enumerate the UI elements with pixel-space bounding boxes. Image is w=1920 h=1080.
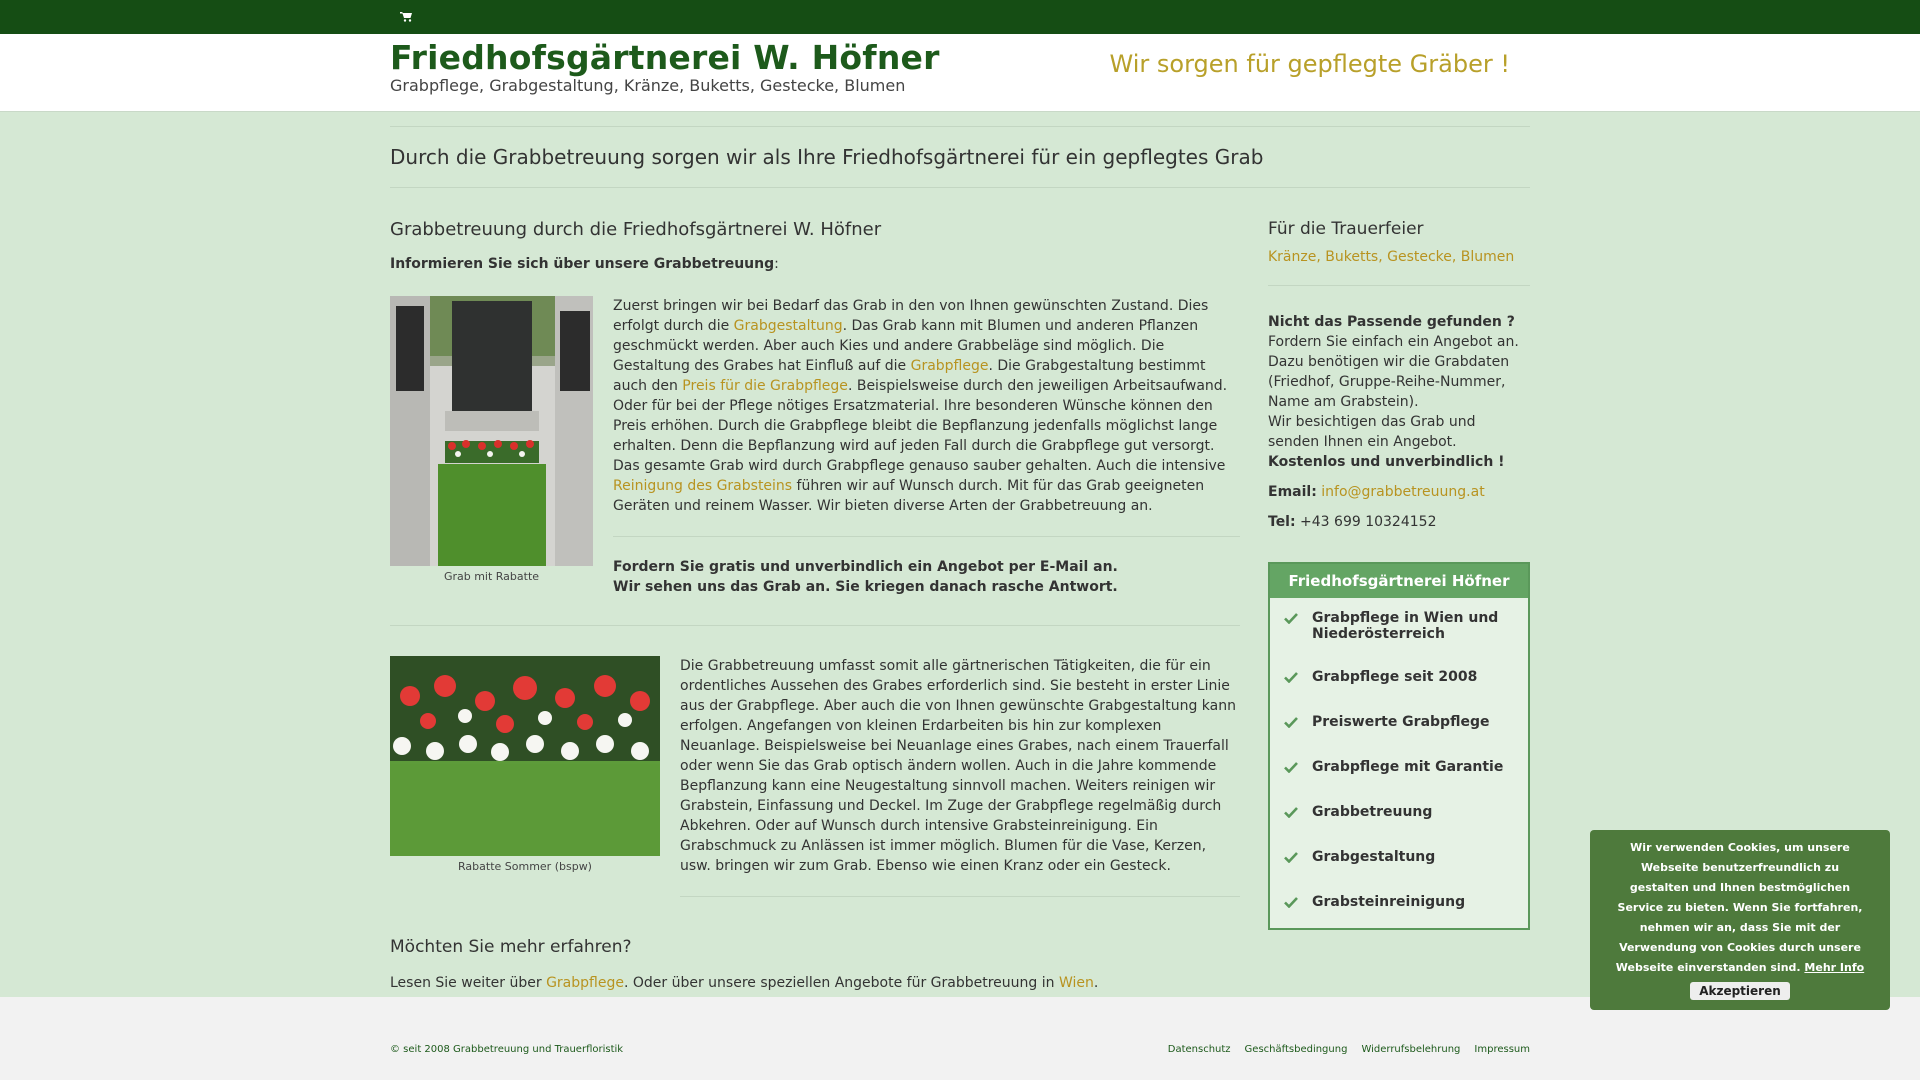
link-kraenze[interactable]: Kränze, Buketts, Gestecke, Blumen xyxy=(1268,249,1515,265)
feature-item xyxy=(1284,714,1514,732)
grave-text xyxy=(613,296,1240,516)
email-label: Email: xyxy=(1268,484,1317,500)
feature-item xyxy=(1284,669,1514,687)
link-preis-grabpflege[interactable]: Preis für die Grabpflege xyxy=(682,378,848,394)
site-subtitle: Grabpflege, Grabgestaltung, Kränze, Buketts, Gestecke, Blumen xyxy=(390,75,906,95)
more-info-section xyxy=(390,937,1240,991)
shopping-cart-icon[interactable] xyxy=(400,12,412,22)
link-grabpflege[interactable]: Grabpflege xyxy=(910,358,989,374)
page-title: Durch die Grabbetreuung sorgen wir als Ihre Friedhofsgärtnerei für ein gepflegtes Grab xyxy=(390,126,1530,188)
link-wien[interactable]: Wien xyxy=(1058,975,1094,991)
sidebar-heading: Für die Trauerfeier xyxy=(1268,219,1424,239)
sidebar xyxy=(1268,215,1530,991)
link-grabgestaltung[interactable]: Grabgestaltung xyxy=(733,318,843,334)
divider xyxy=(1268,285,1530,286)
feature-panel xyxy=(1268,562,1530,930)
copyright: © seit 2008 Grabbetreuung und Trauerfloristik xyxy=(390,1044,624,1055)
intro xyxy=(390,256,1240,272)
content-block-1 xyxy=(390,296,1240,597)
feature-label: Grabpflege mit Garantie xyxy=(1312,759,1504,775)
footer-link-datenschutz[interactable]: Datenschutz xyxy=(1167,1044,1231,1055)
image-caption: Rabatte Sommer (bspw) xyxy=(458,860,592,873)
text-fragment: Lesen Sie weiter über xyxy=(390,975,547,991)
site-slogan: Wir sorgen für gepflegte Gräber ! xyxy=(1109,50,1510,78)
call-to-action xyxy=(613,557,1240,597)
top-bar xyxy=(0,0,1920,34)
tel-label: Tel: xyxy=(1268,514,1296,530)
intro-bold: Informieren Sie sich über unsere Grabbetreuung xyxy=(390,256,775,272)
rabatte-text: Die Grabbetreuung umfasst somit alle gärtnerischen Tätigkeiten, die für ein ordentliches Aussehen des Grabes erforderlich sind. Sie besteht in erster Linie aus der Grabpflege. Aber auch die von Ihnen gewünschte Grabgestaltung kann erfolgen. Angefangen von kleinen Erdarbeiten bis hin zur komplexen Neuanlage. Beispielsweise bei Neuanlage eines Grabes, nach einem Trauerfall oder wenn Sie das Grab optisch ändern wollen. Auch in die Jahre kommende Bepflanzung kann eine Neugestaltung sinnvoll machen. Weiters reinigen wir Grabstein, Einfassung und Deckel. Im Zuge der Grabpflege regelmäßig durch Abkehren. Oder auf Wunsch durch intensive Grabsteinreinigung. Ein Grabschmuck zu Anlässen ist immer möglich. Blumen für die Vase, Kerzen, usw. bringen wir zum Grab. Ebenso wie einen Kranz oder ein Gesteck. xyxy=(680,658,1236,874)
email-link[interactable]: info@grabbetreuung.at xyxy=(1321,484,1485,500)
text-fragment: . Beispielsweise durch den jeweiligen Arbeitsaufwand. Oder für bei der Pflege nötiges Ersatzmaterial. Ihre besonderen Wünsche können den Preis erhöhen. Durch die Grabpflege bleibt die Bepflanzung jedenfalls möglichst lange erhalten. Denn die Bepflanzung wird auf jeden Fall durch die Grabpflege gut versorgt. Das gesamte Grab wird durch Grabpflege genauso sauber gehalten. Auch die intensive xyxy=(613,378,1228,474)
footer-link-impressum[interactable]: Impressum xyxy=(1474,1044,1530,1055)
checkmark-icon xyxy=(1284,896,1298,912)
text-fragment: . Die Grabgestaltung bestimmt auch den xyxy=(613,358,1206,394)
feature-label: Grabgestaltung xyxy=(1312,849,1436,865)
cta-line-2: Wir sehen uns das Grab an. Sie kriegen danach rasche Antwort. xyxy=(613,579,1118,595)
tel-number: +43 699 10324152 xyxy=(1300,514,1437,530)
figure-rabatte xyxy=(390,656,660,917)
footer-link-gesch-ftsbedingung[interactable]: Geschäftsbedingung xyxy=(1244,1044,1348,1055)
checkmark-icon xyxy=(1284,806,1298,822)
rabatte-image[interactable] xyxy=(390,656,660,856)
offer-heading: Nicht das Passende gefunden ? xyxy=(1268,314,1515,330)
more-text xyxy=(390,975,1240,991)
link-reinigung-grabstein[interactable]: Reinigung des Grabsteins xyxy=(613,478,793,494)
panel-title: Friedhofsgärtnerei Höfner xyxy=(1270,564,1528,598)
content-block-2 xyxy=(390,656,1240,917)
divider xyxy=(390,625,1240,626)
footer-nav xyxy=(1154,1044,1530,1055)
content-container xyxy=(390,126,1530,991)
main-heading: Grabbetreuung durch die Friedhofsgärtnerei W. Höfner xyxy=(390,219,882,240)
text-fragment: . Das Grab kann mit Blumen und anderen Pflanzen geschmückt werden. Aber auch Kies und andere Grabbeläge sind möglich. Die Gestaltung des Grabes hat Einfluß auf die xyxy=(613,318,1199,374)
text-fragment: führen wir auf Wunsch durch. Mit für das Grab geeigneten Geräten und reinem Wasser. Wir bieten diverse Arten der Grabbetreuung an. xyxy=(613,478,1205,514)
offer-text xyxy=(1268,312,1530,472)
cookie-banner xyxy=(1590,830,1890,1010)
checkmark-icon xyxy=(1284,716,1298,732)
accept-cookies-button[interactable]: Akzeptieren xyxy=(1690,982,1790,1000)
site-title[interactable]: Friedhofsgärtnerei W. Höfner xyxy=(390,38,940,77)
footer-link-widerrufsbelehrung[interactable]: Widerrufsbelehrung xyxy=(1361,1044,1461,1055)
feature-item xyxy=(1284,610,1514,642)
divider xyxy=(680,896,1240,897)
more-heading: Möchten Sie mehr erfahren? xyxy=(390,937,632,957)
feature-item xyxy=(1284,849,1514,867)
main-content xyxy=(390,215,1240,991)
checkmark-icon xyxy=(1284,671,1298,687)
contact-info xyxy=(1268,482,1530,532)
figure-grave xyxy=(390,296,593,597)
checkmark-icon xyxy=(1284,761,1298,777)
checkmark-icon xyxy=(1284,851,1298,867)
feature-item xyxy=(1284,759,1514,777)
text-fragment: Zuerst bringen wir bei Bedarf das Grab in den von Ihnen gewünschten Zustand. Dies erfolgt durch die xyxy=(613,298,1209,334)
offer-line: Wir besichtigen das Grab und senden Ihnen ein Angebot. xyxy=(1268,414,1476,450)
offer-emphasis: Kostenlos und unverbindlich ! xyxy=(1268,454,1505,470)
site-header xyxy=(0,34,1920,112)
offer-line: Fordern Sie einfach ein Angebot an. Dazu benötigen wir die Grabdaten (Friedhof, Gruppe-Reihe-Nummer, Name am Grabstein). xyxy=(1268,334,1519,410)
feature-label: Preiswerte Grabpflege xyxy=(1312,714,1490,730)
feature-label: Grabpflege seit 2008 xyxy=(1312,669,1478,685)
link-grabpflege-more[interactable]: Grabpflege xyxy=(546,975,624,991)
cta-line-1: Fordern Sie gratis und unverbindlich ein Angebot per E-Mail an. xyxy=(613,559,1118,575)
image-caption: Grab mit Rabatte xyxy=(443,570,540,583)
feature-item xyxy=(1284,894,1514,912)
feature-label: Grabpflege in Wien und Niederösterreich xyxy=(1312,610,1499,642)
cookie-more-link[interactable]: Mehr Info xyxy=(1804,961,1865,974)
feature-label: Grabsteinreinigung xyxy=(1312,894,1466,910)
intro-colon: : xyxy=(774,256,779,272)
checkmark-icon xyxy=(1284,612,1298,628)
feature-list xyxy=(1270,598,1528,928)
text-fragment: . xyxy=(1093,975,1099,991)
feature-item xyxy=(1284,804,1514,822)
divider xyxy=(613,536,1240,537)
feature-label: Grabbetreuung xyxy=(1312,804,1433,820)
grave-image[interactable] xyxy=(390,296,593,566)
text-fragment: . Oder über unsere speziellen Angebote für Grabbetreuung in xyxy=(623,975,1059,991)
brand[interactable] xyxy=(390,38,940,95)
cookie-text: Wir verwenden Cookies, um unsere Webseite benutzerfreundlich zu gestalten und Ihnen bestmöglichen Service zu bieten. Wenn Sie fortfahren, nehmen wir an, dass Sie mit der Verwendung von Cookies durch unsere Webseite einverstanden sind. xyxy=(1615,841,1863,974)
